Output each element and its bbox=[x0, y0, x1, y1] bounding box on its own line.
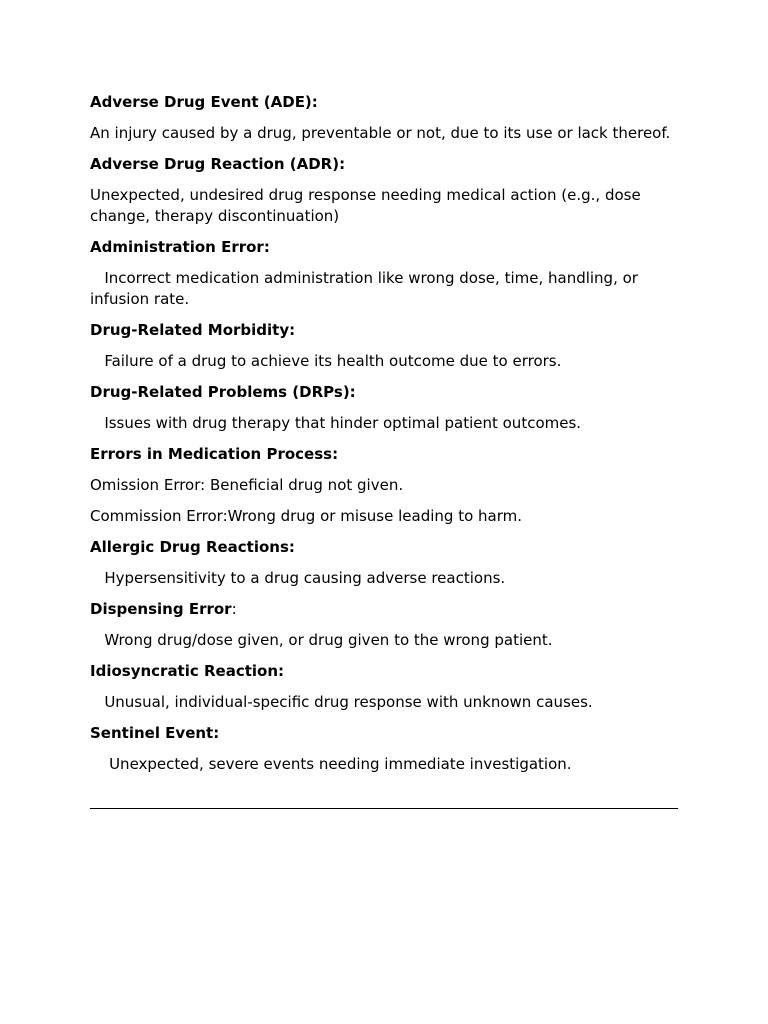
term-definition: Unexpected, undesired drug response needing medical action (e.g., dose change, therapy discontinuation) bbox=[90, 186, 641, 225]
term-heading: Adverse Drug Event (ADE): bbox=[90, 93, 318, 111]
term-heading: Adverse Drug Reaction (ADR): bbox=[90, 155, 346, 173]
document-body bbox=[90, 92, 678, 785]
term-definition: Issues with drug therapy that hinder optimal patient outcomes. bbox=[90, 414, 582, 432]
term-heading: Dispensing Error: bbox=[90, 600, 237, 618]
term-definition: Unusual, individual-specific drug response with unknown causes. bbox=[90, 693, 593, 711]
term-heading: Allergic Drug Reactions: bbox=[90, 538, 295, 556]
term-heading: Drug-Related Morbidity: bbox=[90, 321, 296, 339]
term-definition: Hypersensitivity to a drug causing adverse reactions. bbox=[90, 569, 506, 587]
horizontal-rule bbox=[90, 808, 678, 809]
term-heading: Errors in Medication Process: bbox=[90, 445, 339, 463]
term-suffix: : bbox=[231, 600, 237, 618]
term-definition: Unexpected, severe events needing immediate investigation. bbox=[90, 755, 572, 773]
term-heading: Administration Error: bbox=[90, 238, 270, 256]
term-definition: Commission Error:Wrong drug or misuse leading to harm. bbox=[90, 507, 523, 525]
term-definition: Wrong drug/dose given, or drug given to the wrong patient. bbox=[90, 631, 553, 649]
term-heading: Sentinel Event: bbox=[90, 724, 220, 742]
term-heading: Drug-Related Problems (DRPs): bbox=[90, 383, 356, 401]
term-definition: Omission Error: Beneficial drug not given. bbox=[90, 476, 404, 494]
term-definition: An injury caused by a drug, preventable or not, due to its use or lack thereof. bbox=[90, 124, 671, 142]
term-definition: Incorrect medication administration like wrong dose, time, handling, or infusion rate. bbox=[90, 269, 643, 308]
term-heading: Idiosyncratic Reaction: bbox=[90, 662, 285, 680]
term-definition: Failure of a drug to achieve its health outcome due to errors. bbox=[90, 352, 562, 370]
